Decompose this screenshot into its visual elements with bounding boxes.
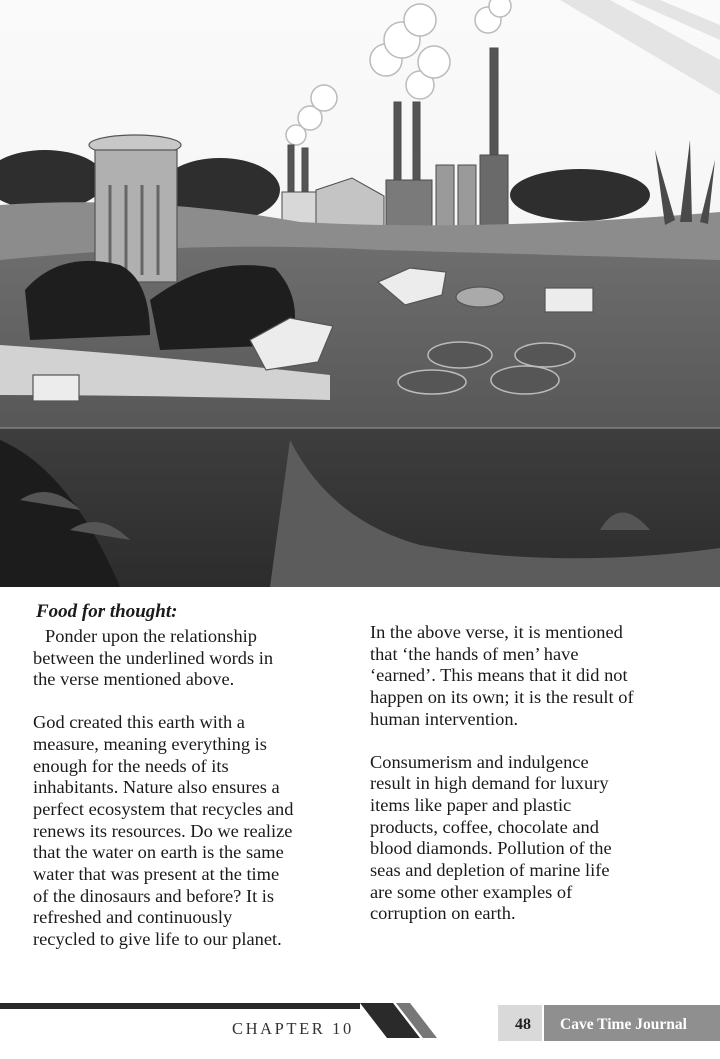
paragraph: In the above verse, it is mentioned that ‘the hands of men’ have ‘earned’. This means that it did not happen on its own; it is the result of human intervention. (370, 622, 634, 729)
chapter-label: CHAPTER 10 (232, 1019, 354, 1038)
paragraph: Consumerism and indulgence result in high demand for luxury items like paper and plastic products, coffee, chocolate and blood diamonds. Pollution of the seas and depletion of marine life are some other examples of corruption on earth. (370, 751, 612, 924)
paragraph: Ponder upon the relationship between the underlined words in the verse mentioned above. (33, 626, 274, 690)
journal-title: Cave Time Journal (560, 1016, 687, 1033)
right-column (370, 622, 676, 925)
paragraph: God created this earth with a measure, meaning everything is enough for the needs of its inhabitants. Nature also ensures a perfect ecosystem that recycles and renews its resources. Do we realize that the water on earth is the same water that was present at the time of the dinosaurs and before? It is refreshed and continuously recycled to give life to our planet. (33, 712, 294, 950)
section-heading: Food for thought: (36, 601, 178, 622)
trash-bin (89, 135, 181, 282)
left-column (33, 622, 328, 951)
page-number: 48 (515, 1016, 531, 1033)
